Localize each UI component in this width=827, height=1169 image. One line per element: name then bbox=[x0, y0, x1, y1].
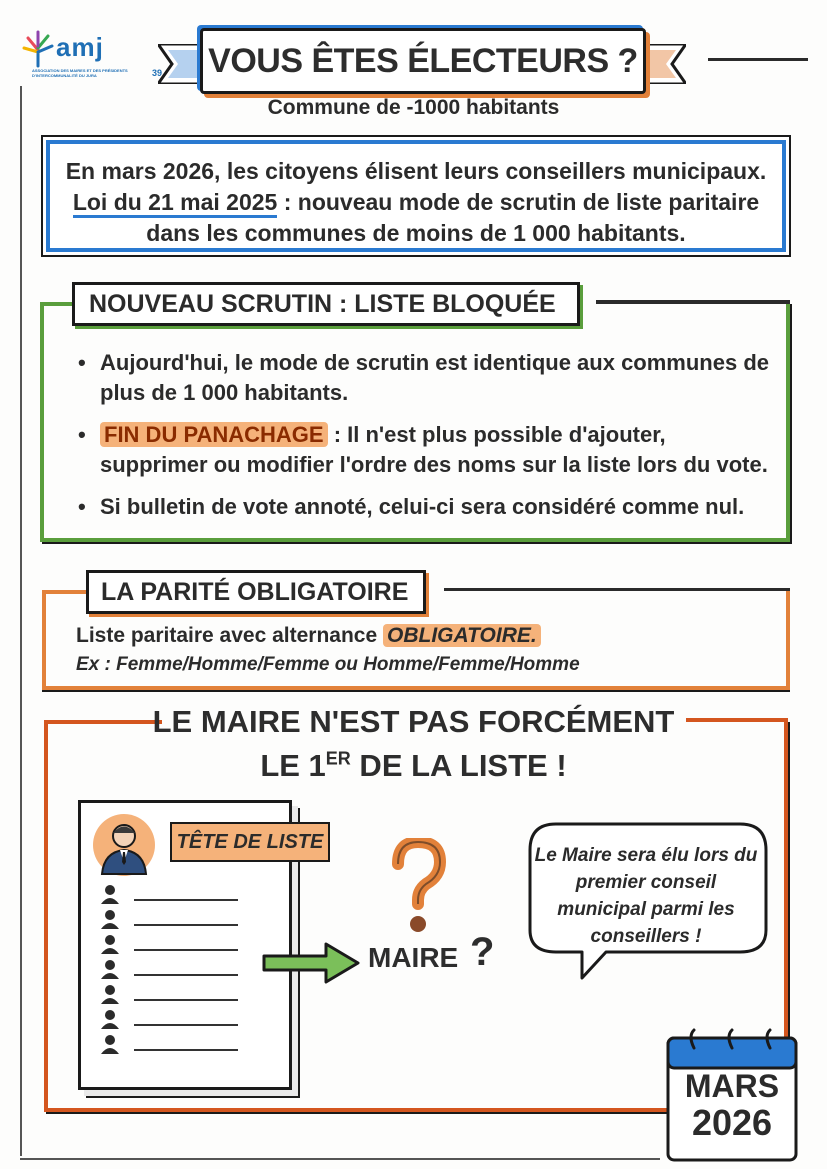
calendar-year: 2026 bbox=[691, 1102, 773, 1143]
person-icon bbox=[101, 960, 119, 979]
intro-line-1: En mars 2026, les citoyens élisent leurs conseillers municipaux. bbox=[65, 158, 767, 184]
maire-title-superscript: ER bbox=[325, 748, 351, 769]
intro-line-2-rest: : nouveau mode de scrutin de liste paritaire bbox=[277, 189, 760, 215]
scrutin-bullet-2 bbox=[76, 420, 776, 480]
logo-wordmark: amj bbox=[56, 32, 104, 62]
scrutin-title: NOUVEAU SCRUTIN : LISTE BLOQUÉE bbox=[72, 282, 580, 326]
page-subtitle: Commune de -1000 habitants bbox=[267, 96, 560, 119]
panachage-highlight: FIN DU PANACHAGE bbox=[100, 422, 328, 447]
logo-number: 39 bbox=[152, 68, 163, 78]
calendar-month: MARS bbox=[684, 1068, 780, 1104]
parite-line-1-start: Liste paritaire avec alternance bbox=[76, 624, 383, 647]
intro-line-3: dans les communes de moins de 1 000 habitants. bbox=[146, 220, 686, 246]
scrutin-top-rule-right bbox=[596, 300, 790, 304]
ribbon-left-icon bbox=[158, 44, 202, 84]
intro-line-2 bbox=[50, 187, 782, 218]
scrutin-top-rule-left bbox=[40, 302, 74, 306]
title-rule bbox=[708, 58, 808, 61]
person-icon bbox=[101, 1035, 119, 1054]
maire-label: MAIRE bbox=[368, 942, 459, 973]
scrutin-bullet-2-rest: : Il n'est plus possible d'ajouter, supprimer ou modifier l'ordre des noms sur la liste lors du vote. bbox=[100, 422, 768, 477]
page-left-border bbox=[20, 86, 22, 1156]
page-bottom-border bbox=[20, 1158, 660, 1160]
maire-title-line-1: LE MAIRE N'EST PAS FORCÉMENT bbox=[152, 704, 675, 739]
question-mark-icon bbox=[388, 838, 448, 934]
tete-de-liste-badge: TÊTE DE LISTE bbox=[170, 822, 330, 862]
parite-title: LA PARITÉ OBLIGATOIRE bbox=[86, 570, 426, 614]
maire-title-line-2-end: DE LA LISTE ! bbox=[350, 748, 567, 783]
arrow-right-icon bbox=[262, 940, 362, 986]
person-icon bbox=[101, 885, 119, 904]
person-icon bbox=[101, 935, 119, 954]
maire-title-line-2-start: LE 1 bbox=[260, 748, 326, 783]
parite-top-rule-right bbox=[444, 588, 790, 591]
candidate-rows bbox=[96, 884, 246, 1062]
candidate-avatar-icon bbox=[92, 812, 156, 878]
scrutin-bullet-3: • Si bulletin de vote annoté, celui-ci sera considéré comme nul. bbox=[76, 492, 776, 522]
person-icon bbox=[101, 1010, 119, 1029]
person-icon bbox=[101, 985, 119, 1004]
page-title: VOUS ÊTES ÉLECTEURS ? bbox=[200, 28, 646, 94]
intro-box bbox=[46, 140, 786, 252]
maire-title-line-2 bbox=[0, 748, 827, 784]
ribbon-right-icon bbox=[642, 44, 686, 84]
parite-top-rule-left bbox=[42, 590, 88, 594]
parite-example: Ex : Femme/Homme/Femme ou Homme/Femme/Homme bbox=[76, 654, 580, 675]
obligatoire-highlight: OBLIGATOIRE. bbox=[383, 624, 541, 647]
speech-bubble-text: Le Maire sera élu lors du premier conseil municipal parmi les conseillers ! bbox=[534, 845, 758, 947]
parite-line-1 bbox=[76, 624, 541, 648]
law-date: Loi du 21 mai 2025 bbox=[73, 189, 278, 218]
amj-logo bbox=[18, 28, 163, 84]
scrutin-bullet-list bbox=[76, 348, 776, 534]
scrutin-bullet-1: • Aujourd'hui, le mode de scrutin est identique aux communes de plus de 1 000 habitants. bbox=[76, 348, 776, 408]
tree-icon bbox=[18, 28, 58, 68]
person-icon bbox=[101, 910, 119, 929]
maire-question-mark: ? bbox=[470, 930, 495, 974]
logo-subtitle: ASSOCIATION DES MAIRES ET DES PRÉSIDENTS D'INTERCOMMUNALITÉ DU JURA bbox=[32, 68, 128, 78]
